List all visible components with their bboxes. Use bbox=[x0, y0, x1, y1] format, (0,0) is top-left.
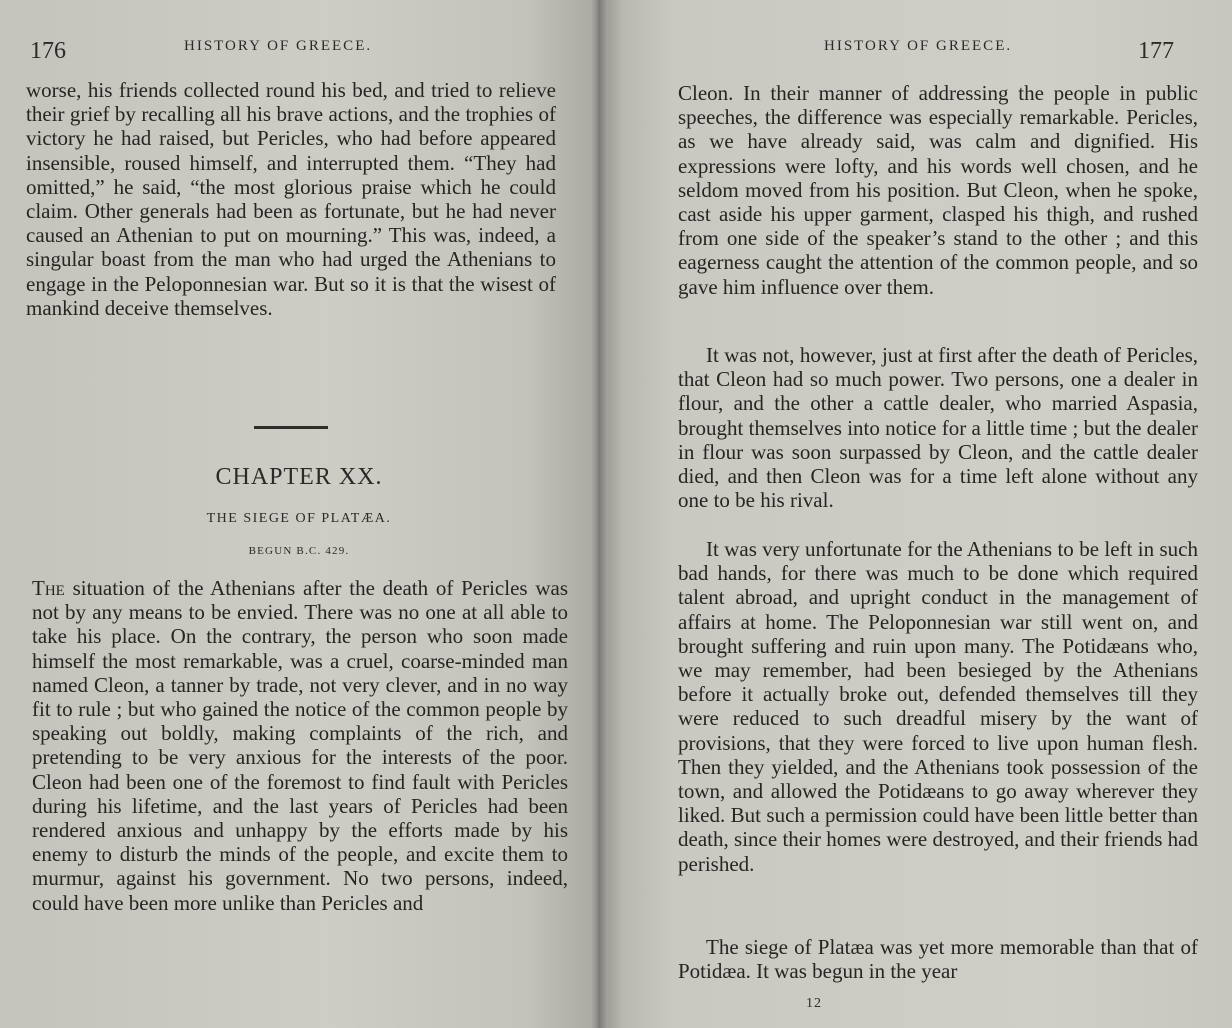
left-page-number: 176 bbox=[30, 38, 66, 64]
chapter-heading: CHAPTER XX. bbox=[215, 464, 383, 490]
left-running-head bbox=[30, 38, 570, 66]
right-paragraph-2 bbox=[678, 343, 1198, 512]
right-paragraph-3 bbox=[678, 537, 1198, 876]
right-page-number: 177 bbox=[1138, 38, 1174, 64]
chapter-title: THE SIEGE OF PLATÆA. bbox=[206, 511, 392, 526]
left-page bbox=[0, 0, 598, 1028]
right-paragraph-1 bbox=[678, 81, 1198, 299]
left-running-title: HISTORY OF GREECE. bbox=[184, 38, 373, 54]
paragraph-text: It was very unfortunate for the Athenians to be left in such bad hands, for there was much to be done which required talent abroad, and upright conduct in the management of affairs at home. The Peloponnesian war still went on, and brought suffering and ruin upon many. The Potidæans who, we may remember, had been besieged by the Athenians before it actually broke out, defended themselves till they were reduced to such dreadful misery by the want of provisions, that they were forced to live upon human flesh. Then they yielded, and the Athenians took possession of the town, and allowed the Potidæans to go away wherever they liked. But such a permission could have been little better than death, since their homes were destroyed, and their friends had perished. bbox=[678, 537, 1198, 876]
paragraph-text: It was not, however, just at first after the death of Pericles, that Cleon had so much power. Two persons, one a dealer in flour, and the other a cattle dealer, who married Aspasia, brought themselves into notice for a little time ; but the dealer in flour was soon surpassed by Cleon, and the cattle dealer died, and then Cleon was for a time left alone without any one to be his rival. bbox=[678, 343, 1198, 513]
right-page bbox=[598, 0, 1232, 1028]
chapter-body: situation of the Athenians after the death of Pericles was not by any means to be envied. There was no one at all able to take his place. On the contrary, the person who soon made himself the most remarkable, was a cruel, coarse-minded man named Cleon, a tanner by trade, not very clever, and in no way fit to rule ; but who gained the notice of the common people by speaking out boldly, making complaints of the rich, and pretending to be very anxious for the interests of the poor. Cleon had been one of the foremost to find fault with Pericles during his lifetime, and the last years of Pericles had been rendered anxious and unhappy by the efforts made by his enemy to disturb the minds of the people, and excite them to murmur, against his government. No two persons, indeed, could have been more unlike than Pericles and bbox=[32, 576, 568, 915]
chapter-text bbox=[32, 576, 568, 915]
chapter-opening-paragraph bbox=[32, 576, 568, 915]
right-paragraph-4 bbox=[678, 935, 1198, 983]
opening-word: The bbox=[32, 576, 65, 600]
paragraph-text: Cleon. In their manner of addressing the people in public speeches, the difference was especially remarkable. Pericles, as we have already said, was calm and dignified. His expressions were lofty, and his words well chosen, and he seldom moved from his position. But Cleon, when he spoke, cast aside his upper garment, clasped his thigh, and rushed from one side of the speaker’s stand to the other ; and this eagerness caught the attention of the common people, and so gave him influence over them. bbox=[678, 81, 1198, 299]
right-running-head bbox=[598, 38, 1232, 66]
continued-text: worse, his friends collected round his bed, and tried to relieve their grief by recalling all his brave actions, and the trophies of victory he had raised, but Pericles, who had before appeared insensible, roused himself, and interrupted them. “They had omitted,” he said, “the most glorious praise which he could claim. Other generals had been as fortunate, but he had never caused an Athenian to put on mourning.” This was, indeed, a singular boast from the man who had urged the Athenians to engage in the Peloponnesian war. But so it is that the wisest of mankind deceive themselves. bbox=[26, 78, 556, 320]
section-divider bbox=[254, 426, 328, 429]
book-gutter bbox=[590, 0, 608, 1028]
paragraph-text: The siege of Platæa was yet more memorable than that of Potidæa. It was begun in the year bbox=[678, 935, 1198, 984]
signature-mark: 12 bbox=[806, 996, 822, 1011]
right-running-title: HISTORY OF GREECE. bbox=[824, 38, 1013, 54]
left-continued-paragraph bbox=[26, 78, 556, 320]
chapter-date: BEGUN B.C. 429. bbox=[248, 545, 350, 557]
